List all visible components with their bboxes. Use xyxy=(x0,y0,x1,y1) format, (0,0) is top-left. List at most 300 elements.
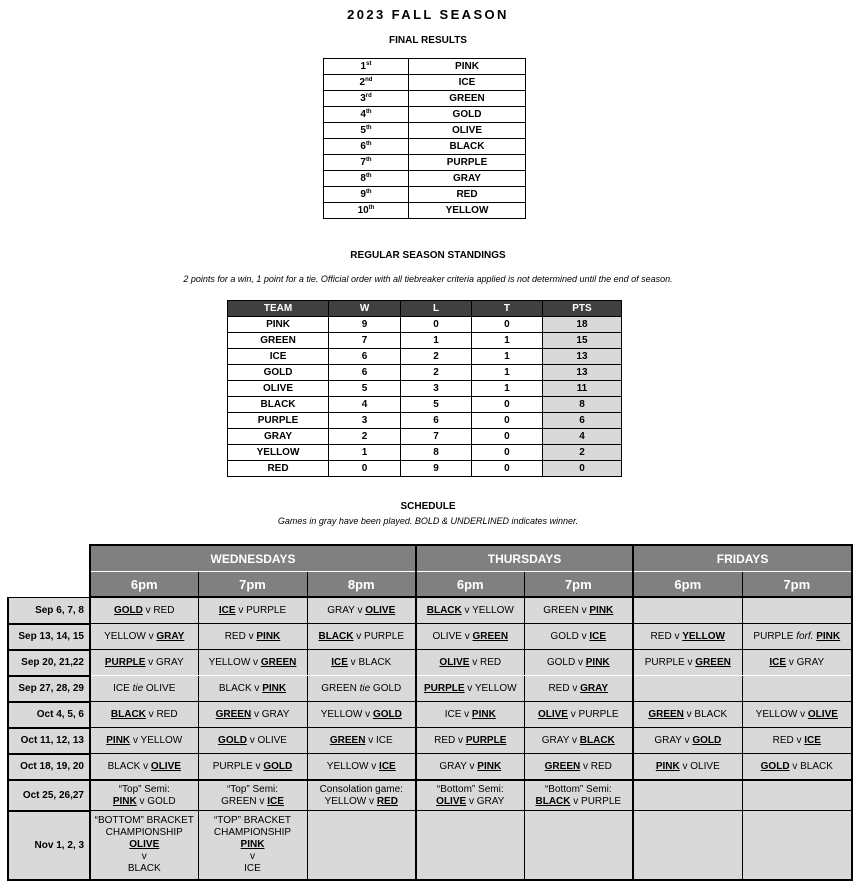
place-suffix: st xyxy=(366,60,372,67)
winner-team: BLACK xyxy=(318,630,354,642)
match-text: GRAY v xyxy=(541,734,580,746)
schedule-note: Games in gray have been played. BOLD & UNDERLINED indicates winner. xyxy=(277,516,579,526)
ties-cell: 0 xyxy=(471,445,542,461)
standings-row xyxy=(228,445,622,461)
game-cell xyxy=(416,728,524,754)
day-header-fridays: FRIDAYS xyxy=(633,545,852,572)
time-header: 7pm xyxy=(742,572,852,598)
final-results-table xyxy=(323,58,526,219)
match-text: “Bottom” Semi: xyxy=(544,783,612,795)
winner-team: OLIVE xyxy=(439,656,470,668)
points-cell: 11 xyxy=(542,381,621,397)
team-cell: YELLOW xyxy=(228,445,329,461)
schedule-row xyxy=(8,597,852,624)
match-text: RED v xyxy=(224,630,257,642)
winner-team: BLACK xyxy=(579,734,615,746)
final-results-row xyxy=(324,75,526,91)
match-text: BLACK v xyxy=(218,682,263,694)
schedule-corner xyxy=(8,545,90,572)
winner-team: PINK xyxy=(112,795,137,807)
team-cell: BLACK xyxy=(228,397,329,413)
standings-row xyxy=(228,333,622,349)
time-header: 6pm xyxy=(90,572,198,598)
winner-team: ICE xyxy=(379,760,396,772)
losses-cell: 6 xyxy=(401,413,472,429)
place-cell xyxy=(324,155,409,171)
place-cell xyxy=(324,107,409,123)
ties-cell: 0 xyxy=(471,429,542,445)
standings-row xyxy=(228,317,622,333)
standings-col-team: TEAM xyxy=(228,301,329,317)
schedule-row xyxy=(8,754,852,781)
match-text: YELLOW v xyxy=(326,760,380,772)
match-text: v xyxy=(141,851,147,862)
winner-team: PINK xyxy=(262,682,287,694)
date-cell: Oct 4, 5, 6 xyxy=(8,702,90,728)
match-text: RED v xyxy=(548,682,581,694)
match-text: v OLIVE xyxy=(246,734,287,746)
date-cell: Sep 27, 28, 29 xyxy=(8,676,90,702)
match-text: v BLACK xyxy=(347,656,392,668)
game-cell xyxy=(524,597,633,624)
date-cell: Oct 25, 26,27 xyxy=(8,780,90,811)
winner-team: OLIVE xyxy=(365,604,396,616)
final-results-row xyxy=(324,59,526,75)
match-text: GOLD xyxy=(370,682,402,694)
standings-table xyxy=(227,300,622,477)
winner-team: GREEN xyxy=(544,760,581,772)
date-cell: Oct 11, 12, 13 xyxy=(8,728,90,754)
match-text: v BLACK xyxy=(683,708,728,720)
place-suffix: th xyxy=(368,204,375,211)
losses-cell: 5 xyxy=(401,397,472,413)
time-header: 7pm xyxy=(524,572,633,598)
final-results-heading: FINAL RESULTS xyxy=(389,35,467,46)
game-cell xyxy=(307,754,416,781)
schedule-row xyxy=(8,702,852,728)
schedule-heading: SCHEDULE xyxy=(400,501,456,512)
game-cell xyxy=(416,676,524,702)
game-cell xyxy=(90,597,198,624)
team-cell: GREEN xyxy=(409,91,526,107)
winner-team: PINK xyxy=(240,839,265,850)
points-cell: 13 xyxy=(542,365,621,381)
date-cell: Nov 1, 2, 3 xyxy=(8,811,90,881)
match-text: CHAMPIONSHIP xyxy=(105,827,183,838)
place-suffix: th xyxy=(365,188,372,195)
losses-cell: 2 xyxy=(401,349,472,365)
wins-cell: 1 xyxy=(329,445,401,461)
game-cell xyxy=(416,597,524,624)
match-text: v ICE xyxy=(365,734,393,746)
team-cell: PURPLE xyxy=(409,155,526,171)
game-cell xyxy=(307,676,416,702)
game-cell xyxy=(198,676,307,702)
final-results-row xyxy=(324,107,526,123)
game-cell xyxy=(416,754,524,781)
schedule-row xyxy=(8,624,852,650)
match-text: v xyxy=(250,851,255,862)
losses-cell: 9 xyxy=(401,461,472,477)
empty-game-cell xyxy=(633,597,742,624)
place-suffix: nd xyxy=(365,76,373,83)
match-text: YELLOW v xyxy=(104,630,157,642)
match-text: RED v xyxy=(650,630,683,642)
match-text: v YELLOW xyxy=(464,682,517,694)
winner-team: ICE xyxy=(589,630,607,642)
match-text: OLIVE xyxy=(143,682,176,694)
winner-team: YELLOW xyxy=(682,630,725,642)
place-cell xyxy=(324,75,409,91)
place-number: 6 xyxy=(360,140,366,152)
empty-game-cell xyxy=(524,811,633,881)
team-cell: PINK xyxy=(228,317,329,333)
wins-cell: 0 xyxy=(329,461,401,477)
match-text: Consolation game: xyxy=(319,783,403,795)
final-results-row xyxy=(324,203,526,219)
date-cell: Sep 13, 14, 15 xyxy=(8,624,90,650)
match-text: GRAY v xyxy=(327,604,366,616)
place-suffix: th xyxy=(365,156,372,163)
match-text: v GRAY xyxy=(786,656,825,668)
schedule-table xyxy=(7,544,853,881)
ties-cell: 0 xyxy=(471,397,542,413)
wins-cell: 3 xyxy=(329,413,401,429)
standings-col-l: L xyxy=(401,301,472,317)
place-number: 4 xyxy=(360,108,366,120)
standings-note: 2 points for a win, 1 point for a tie. Official order with all tiebreaker criteria applied is not determined until the end of season. xyxy=(183,274,673,284)
date-cell: Sep 20, 21,22 xyxy=(8,650,90,676)
game-cell xyxy=(524,754,633,781)
winner-team: OLIVE xyxy=(150,760,181,772)
team-cell: OLIVE xyxy=(409,123,526,139)
losses-cell: 8 xyxy=(401,445,472,461)
empty-game-cell xyxy=(416,811,524,881)
place-number: 5 xyxy=(360,124,366,136)
winner-team: ICE xyxy=(267,795,284,807)
team-cell: YELLOW xyxy=(409,203,526,219)
match-text: GRAY v xyxy=(654,734,693,746)
winner-team: GOLD xyxy=(760,760,790,772)
points-cell: 8 xyxy=(542,397,621,413)
standings-row xyxy=(228,461,622,477)
game-cell xyxy=(90,728,198,754)
schedule-corner xyxy=(8,572,90,598)
game-cell xyxy=(198,754,307,781)
match-text: CHAMPIONSHIP xyxy=(213,827,292,838)
game-cell xyxy=(307,728,416,754)
time-header: 8pm xyxy=(307,572,416,598)
standings-row xyxy=(228,381,622,397)
match-text: YELLOW v xyxy=(320,708,373,720)
place-suffix: th xyxy=(365,140,372,147)
place-cell xyxy=(324,171,409,187)
match-text: GREEN v xyxy=(221,795,268,807)
wins-cell: 9 xyxy=(329,317,401,333)
winner-team: ICE xyxy=(218,604,236,616)
game-cell xyxy=(416,650,524,676)
result-note: tie xyxy=(359,682,371,694)
points-cell: 2 xyxy=(542,445,621,461)
empty-game-cell xyxy=(307,811,416,881)
game-cell xyxy=(198,780,307,811)
match-text: ICE v xyxy=(444,708,472,720)
winner-team: OLIVE xyxy=(537,708,568,720)
match-text: RED v xyxy=(434,734,466,746)
team-cell: GRAY xyxy=(409,171,526,187)
match-text: v GRAY xyxy=(251,708,290,720)
match-text: GOLD v xyxy=(546,656,586,668)
match-text: “TOP” BRACKET xyxy=(213,815,292,826)
winner-team: GOLD xyxy=(218,734,247,746)
place-number: 10 xyxy=(357,204,369,216)
winner-team: BLACK xyxy=(426,604,462,616)
place-number: 3 xyxy=(360,92,366,104)
team-cell: GREEN xyxy=(228,333,329,349)
winner-team: ICE xyxy=(769,656,787,668)
game-cell xyxy=(742,754,852,781)
match-text: v GOLD xyxy=(136,795,176,807)
final-results-row xyxy=(324,155,526,171)
winner-team: GREEN xyxy=(215,708,252,720)
ties-cell: 0 xyxy=(471,461,542,477)
result-note: tie xyxy=(132,682,144,694)
match-text: v RED xyxy=(145,708,178,720)
winner-team: GREEN xyxy=(329,734,366,746)
winner-team: GREEN xyxy=(472,630,509,642)
game-cell xyxy=(198,624,307,650)
match-text: v OLIVE xyxy=(679,760,720,772)
ties-cell: 0 xyxy=(471,317,542,333)
match-text: PURPLE xyxy=(753,630,797,642)
ties-cell: 1 xyxy=(471,349,542,365)
schedule-row xyxy=(8,676,852,702)
game-cell xyxy=(416,780,524,811)
game-cell xyxy=(307,780,416,811)
losses-cell: 2 xyxy=(401,365,472,381)
standings-col-pts: PTS xyxy=(542,301,621,317)
team-cell: GOLD xyxy=(409,107,526,123)
winner-team: GRAY xyxy=(580,682,609,694)
winner-team: BLACK xyxy=(110,708,146,720)
game-cell xyxy=(198,811,307,881)
game-cell xyxy=(633,650,742,676)
match-text: GREEN xyxy=(321,682,360,694)
team-cell: OLIVE xyxy=(228,381,329,397)
points-cell: 18 xyxy=(542,317,621,333)
points-cell: 0 xyxy=(542,461,621,477)
winner-team: GOLD xyxy=(692,734,722,746)
match-text: YELLOW v xyxy=(208,656,261,668)
game-cell xyxy=(633,728,742,754)
winner-team: RED xyxy=(376,795,398,807)
day-header-thursdays: THURSDAYS xyxy=(416,545,633,572)
game-cell xyxy=(90,676,198,702)
match-text: v RED xyxy=(580,760,612,772)
winner-team: PINK xyxy=(477,760,502,772)
winner-team: GREEN xyxy=(260,656,297,668)
game-cell xyxy=(307,624,416,650)
game-cell xyxy=(198,728,307,754)
team-cell: GOLD xyxy=(228,365,329,381)
match-text: v PURPLE xyxy=(570,795,622,807)
match-text: GRAY v xyxy=(439,760,478,772)
date-cell: Sep 6, 7, 8 xyxy=(8,597,90,624)
winner-team: PURPLE xyxy=(465,734,507,746)
place-number: 9 xyxy=(360,188,366,200)
empty-game-cell xyxy=(742,780,852,811)
empty-game-cell xyxy=(633,780,742,811)
match-text: v GRAY xyxy=(145,656,184,668)
place-cell xyxy=(324,203,409,219)
match-text: v RED xyxy=(469,656,502,668)
game-cell xyxy=(524,676,633,702)
winner-team: ICE xyxy=(804,734,821,746)
winner-team: PINK xyxy=(589,604,614,616)
game-cell xyxy=(524,624,633,650)
match-text: “BOTTOM” BRACKET xyxy=(94,815,194,826)
schedule-row xyxy=(8,650,852,676)
game-cell xyxy=(90,650,198,676)
day-header-wednesdays: WEDNESDAYS xyxy=(90,545,416,572)
winner-team: PINK xyxy=(256,630,281,642)
place-cell xyxy=(324,139,409,155)
schedule-row xyxy=(8,728,852,754)
match-text: v PURPLE xyxy=(235,604,287,616)
wins-cell: 6 xyxy=(329,349,401,365)
team-cell: BLACK xyxy=(409,139,526,155)
winner-team: ICE xyxy=(331,656,348,668)
game-cell xyxy=(742,650,852,676)
ties-cell: 1 xyxy=(471,365,542,381)
winner-team: GOLD xyxy=(263,760,293,772)
place-suffix: rd xyxy=(365,92,372,99)
match-text: BLACK v xyxy=(107,760,151,772)
match-text: ICE xyxy=(244,863,261,874)
winner-team: GRAY xyxy=(156,630,185,642)
wins-cell: 2 xyxy=(329,429,401,445)
game-cell xyxy=(742,624,852,650)
winner-team: GREEN xyxy=(648,708,684,720)
page-title: 2023 FALL SEASON xyxy=(347,7,509,22)
winner-team: PINK xyxy=(816,630,841,642)
empty-game-cell xyxy=(633,676,742,702)
wins-cell: 7 xyxy=(329,333,401,349)
points-cell: 15 xyxy=(542,333,621,349)
winner-team: PURPLE xyxy=(423,682,465,694)
match-text: YELLOW v xyxy=(755,708,808,720)
winner-team: PINK xyxy=(106,734,131,746)
place-number: 1 xyxy=(360,60,367,72)
place-cell xyxy=(324,59,409,75)
points-cell: 6 xyxy=(542,413,621,429)
winner-team: PURPLE xyxy=(104,656,146,668)
standings-col-w: W xyxy=(329,301,401,317)
winner-team: PINK xyxy=(655,760,680,772)
points-cell: 13 xyxy=(542,349,621,365)
date-cell: Oct 18, 19, 20 xyxy=(8,754,90,781)
game-cell xyxy=(742,728,852,754)
empty-game-cell xyxy=(633,811,742,881)
match-text: PURPLE v xyxy=(644,656,696,668)
place-suffix: th xyxy=(365,124,372,131)
game-cell xyxy=(198,702,307,728)
losses-cell: 3 xyxy=(401,381,472,397)
match-text: GOLD v xyxy=(550,630,590,642)
game-cell xyxy=(307,650,416,676)
time-header: 6pm xyxy=(633,572,742,598)
game-cell xyxy=(416,624,524,650)
match-text: GREEN v xyxy=(543,604,590,616)
match-text: v YELLOW xyxy=(130,734,183,746)
team-cell: RED xyxy=(409,187,526,203)
standings-row xyxy=(228,429,622,445)
match-text: OLIVE v xyxy=(432,630,473,642)
game-cell xyxy=(90,754,198,781)
winner-team: GOLD xyxy=(113,604,143,616)
place-number: 7 xyxy=(360,156,366,168)
final-results-row xyxy=(324,187,526,203)
standings-row xyxy=(228,413,622,429)
game-cell xyxy=(524,728,633,754)
game-cell xyxy=(90,702,198,728)
result-note: forf. xyxy=(796,630,814,642)
team-cell: GRAY xyxy=(228,429,329,445)
winner-team: GOLD xyxy=(372,708,402,720)
final-results-row xyxy=(324,171,526,187)
winner-team: OLIVE xyxy=(807,708,838,720)
team-cell: RED xyxy=(228,461,329,477)
standings-heading: REGULAR SEASON STANDINGS xyxy=(350,250,506,261)
final-results-row xyxy=(324,91,526,107)
match-text: v BLACK xyxy=(789,760,833,772)
standings-col-t: T xyxy=(471,301,542,317)
game-cell xyxy=(633,754,742,781)
schedule-row xyxy=(8,780,852,811)
empty-game-cell xyxy=(742,597,852,624)
game-cell xyxy=(307,597,416,624)
match-text: v GRAY xyxy=(466,795,505,807)
game-cell xyxy=(524,780,633,811)
game-cell xyxy=(198,650,307,676)
match-text: PURPLE v xyxy=(212,760,264,772)
game-cell xyxy=(416,702,524,728)
winner-team: PINK xyxy=(471,708,496,720)
game-cell xyxy=(90,780,198,811)
game-cell xyxy=(633,702,742,728)
match-text: v RED xyxy=(142,604,175,616)
match-text: “Top” Semi: xyxy=(118,783,170,795)
game-cell xyxy=(198,597,307,624)
wins-cell: 6 xyxy=(329,365,401,381)
losses-cell: 7 xyxy=(401,429,472,445)
place-suffix: th xyxy=(365,108,372,115)
place-suffix: th xyxy=(365,172,372,179)
place-cell xyxy=(324,187,409,203)
place-number: 8 xyxy=(360,172,366,184)
standings-row xyxy=(228,365,622,381)
wins-cell: 5 xyxy=(329,381,401,397)
winner-team: PINK xyxy=(585,656,610,668)
match-text: v YELLOW xyxy=(461,604,514,616)
match-text: ICE xyxy=(113,682,133,694)
winner-team: BLACK xyxy=(535,795,571,807)
match-text: BLACK xyxy=(127,863,161,874)
game-cell xyxy=(90,811,198,881)
match-text: “Top” Semi: xyxy=(226,783,279,795)
standings-row xyxy=(228,349,622,365)
game-cell xyxy=(90,624,198,650)
